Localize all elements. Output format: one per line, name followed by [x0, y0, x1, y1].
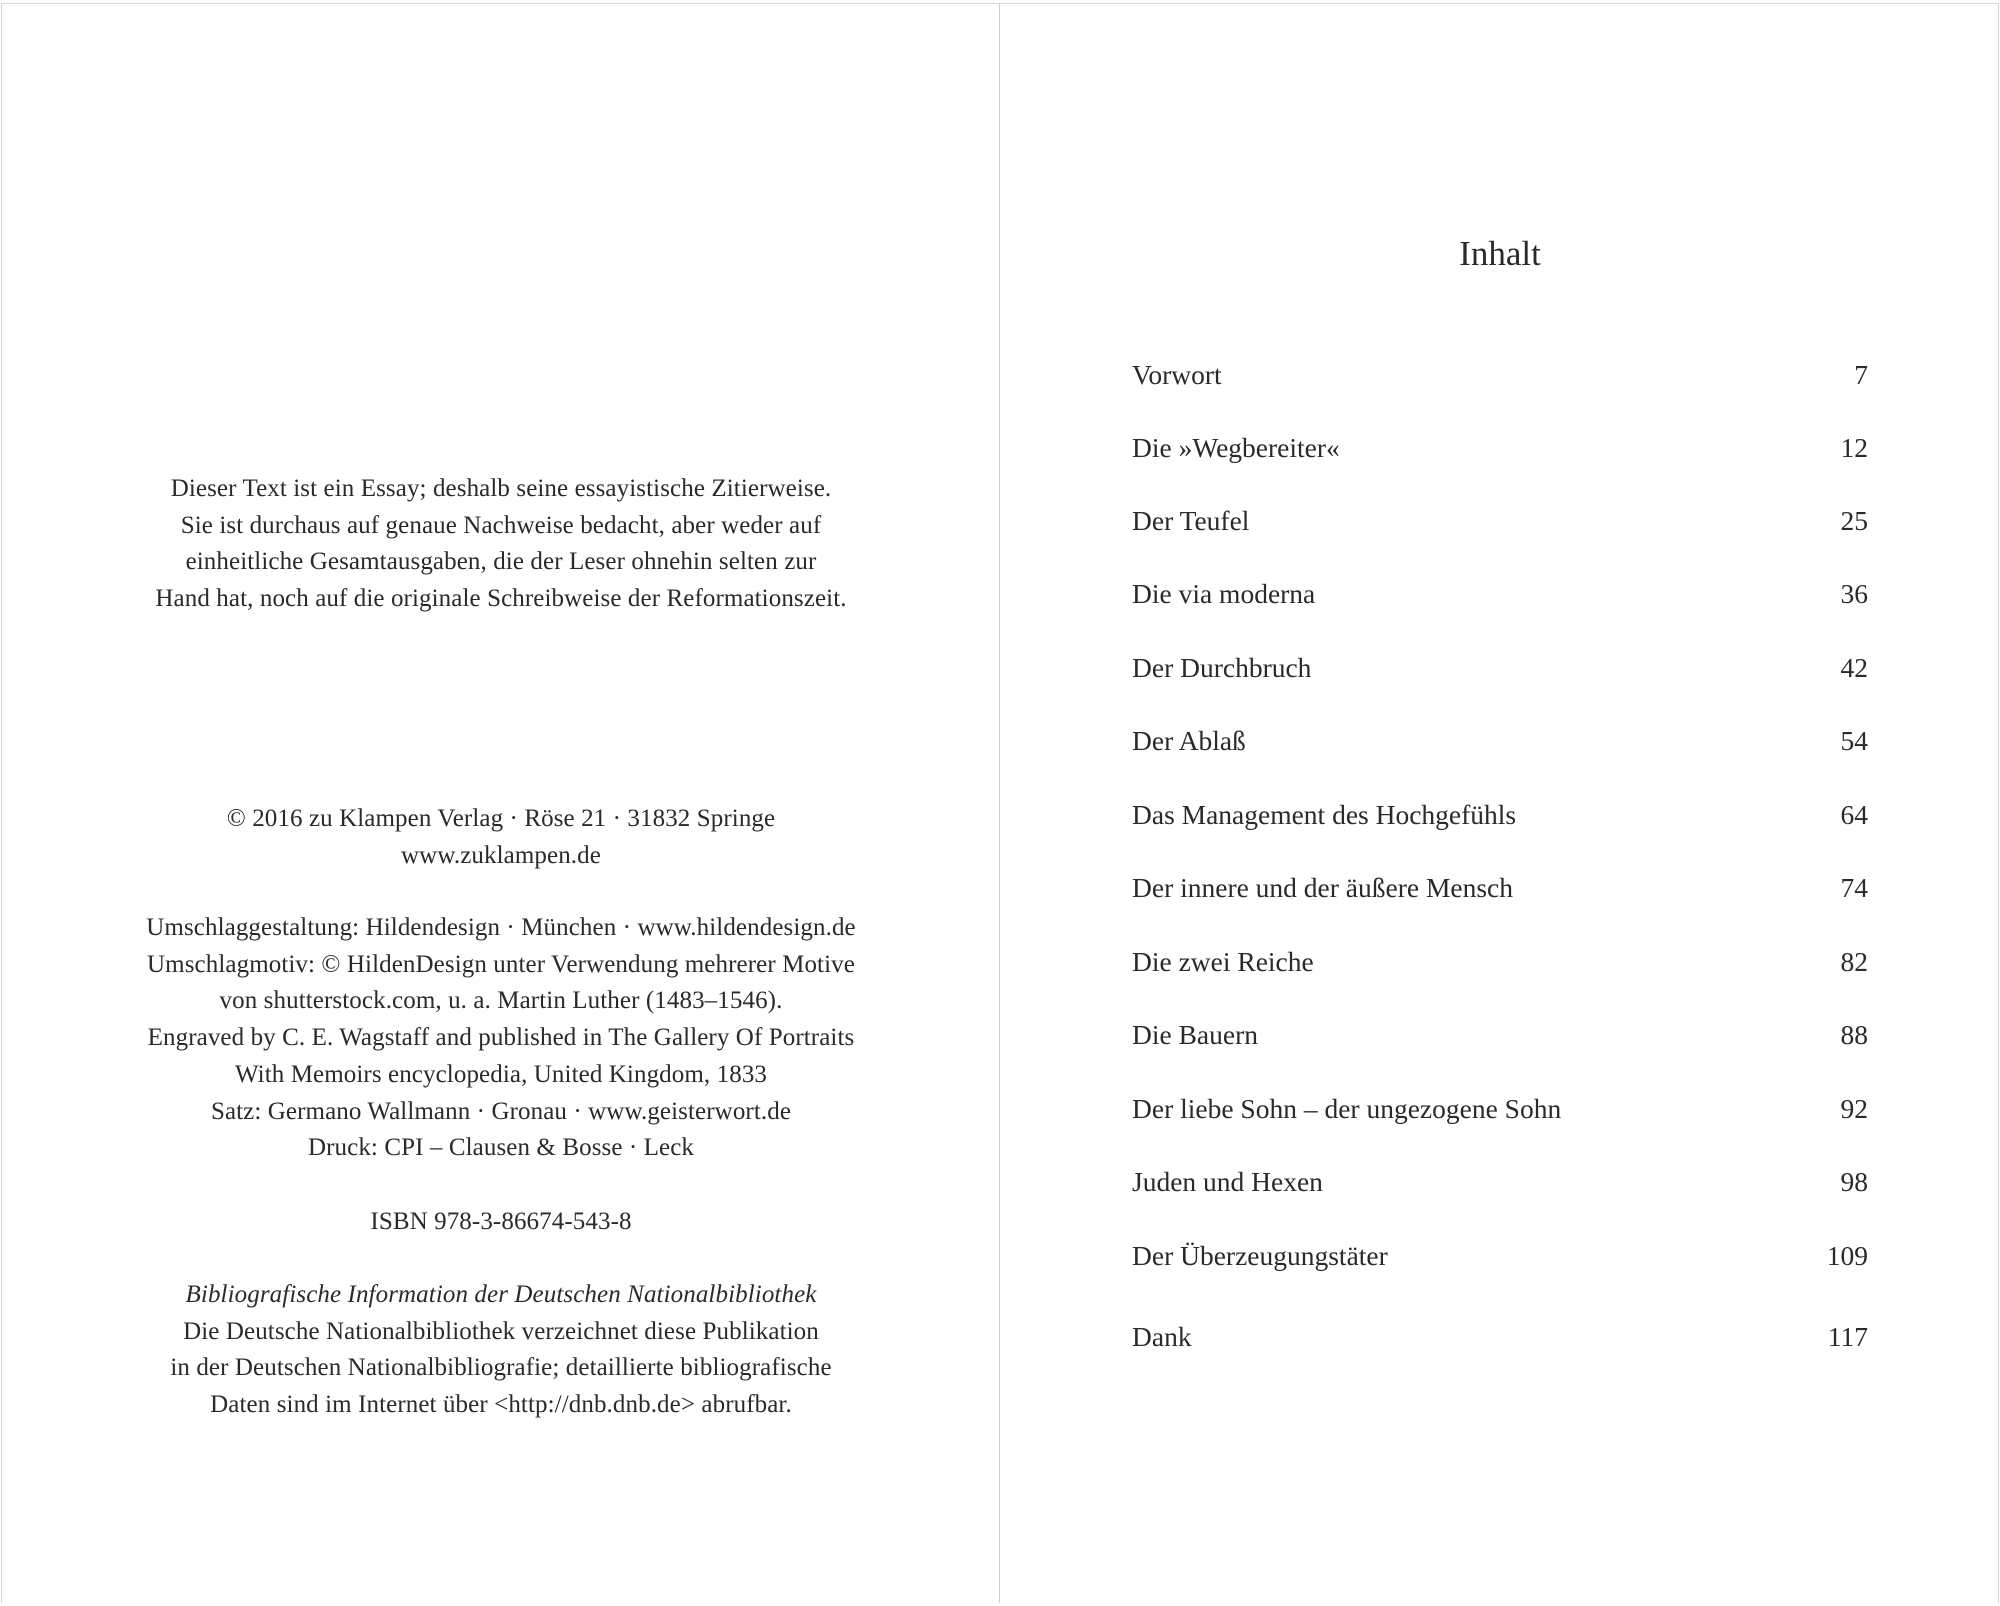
toc-entry: [1132, 501, 1868, 541]
toc-entry-title: Juden und Hexen: [1132, 1166, 1323, 1197]
toc-entry-title: Vorwort: [1132, 359, 1222, 390]
toc-entry-title: Der Ablaß: [1132, 725, 1246, 756]
credit-line: Engraved by C. E. Wagstaff and published in The Gallery Of Portraits: [147, 1024, 855, 1052]
toc-entry: [1132, 355, 1868, 395]
toc-entry-page: 74: [1840, 872, 1868, 903]
isbn: [2, 1204, 1000, 1241]
copyright-line: © 2016 zu Klampen Verlag · Röse 21 · 31832 Springe: [226, 805, 776, 832]
essay-note: [2, 471, 1000, 618]
toc-entry-title: Die zwei Reiche: [1132, 946, 1314, 977]
production-credits: [2, 910, 1000, 1167]
credit-line: Druck: CPI – Clausen & Bosse · Leck: [307, 1134, 695, 1162]
toc-entry-page: 12: [1840, 432, 1868, 463]
toc-entry-title: Der liebe Sohn – der ungezogene Sohn: [1132, 1093, 1562, 1124]
toc-entry: [1132, 648, 1868, 688]
toc-entry: [1132, 1317, 1868, 1357]
right-page: [999, 3, 1999, 1603]
toc-entry-title: Das Management des Hochgefühls: [1132, 799, 1517, 830]
toc-entry-title: Dank: [1132, 1321, 1192, 1352]
bibliographic-line: Daten sind im Internet über <http://dnb.dnb.de> abrufbar.: [210, 1391, 792, 1419]
toc-entry-page: 82: [1840, 946, 1868, 977]
toc-entry-title: Der innere und der äußere Mensch: [1132, 872, 1514, 903]
credit-line: Umschlagmotiv: © HildenDesign unter Verwendung mehrerer Motive: [147, 950, 855, 978]
toc-entry-page: 88: [1840, 1019, 1868, 1050]
toc-entry-title: Die via moderna: [1132, 578, 1316, 609]
note-line: Hand hat, noch auf die originale Schreibweise der Reformationszeit.: [155, 585, 847, 613]
toc-entry-title: Der Überzeugungstäter: [1132, 1240, 1388, 1271]
credit-line: Satz: Germano Wallmann · Gronau · www.geisterwort.de: [210, 1097, 792, 1125]
toc-entry: [1132, 1015, 1868, 1055]
toc-heading: Inhalt: [1459, 234, 1541, 273]
toc-entry: [1132, 1162, 1868, 1202]
toc-entry-title: Die »Wegbereiter«: [1132, 432, 1340, 463]
publisher-website: www.zuklampen.de: [401, 841, 601, 869]
bibliographic-line: in der Deutschen Nationalbibliografie; detaillierte bibliografische: [170, 1354, 832, 1382]
toc-entry-page: 117: [1827, 1321, 1868, 1352]
toc-entry-page: 54: [1840, 725, 1868, 756]
toc-entry: [1132, 574, 1868, 614]
toc-entry: [1132, 1236, 1868, 1276]
note-line: Sie ist durchaus auf genaue Nachweise bedacht, aber weder auf: [180, 511, 822, 539]
toc-entry: [1132, 428, 1868, 468]
bibliographic-heading: Bibliografische Information der Deutschen Nationalbibliothek: [185, 1281, 817, 1308]
credit-line: With Memoirs encyclopedia, United Kingdom, 1833: [234, 1060, 768, 1088]
bibliographic-line: Die Deutsche Nationalbibliothek verzeichnet diese Publikation: [183, 1317, 819, 1345]
credit-line: von shutterstock.com, u. a. Martin Luther (1483–1546).: [219, 987, 783, 1015]
toc-entry-title: Der Teufel: [1132, 505, 1250, 536]
credit-line: Umschlaggestaltung: Hildendesign · München · www.hildendesign.de: [146, 914, 856, 941]
toc-entry-page: 7: [1854, 359, 1868, 390]
toc-entry: [1132, 795, 1868, 835]
toc-entry-title: Der Durchbruch: [1132, 652, 1312, 683]
toc-entry-page: 42: [1840, 652, 1868, 683]
note-line: einheitliche Gesamtausgaben, die der Leser ohnehin selten zur: [185, 548, 817, 576]
note-line: Dieser Text ist ein Essay; deshalb seine essayistische Zitierweise.: [170, 475, 832, 502]
toc-entry: [1132, 868, 1868, 908]
table-of-contents: [1000, 4, 2000, 1604]
toc-entry-page: 25: [1840, 505, 1868, 536]
toc-entry-page: 109: [1826, 1240, 1868, 1271]
toc-entry: [1132, 721, 1868, 761]
left-page: [1, 3, 999, 1603]
toc-entry-page: 92: [1840, 1093, 1868, 1124]
toc-entry-page: 36: [1840, 578, 1868, 609]
isbn-line: ISBN 978-3-86674-543-8: [370, 1208, 632, 1235]
toc-entry-title: Die Bauern: [1132, 1019, 1258, 1050]
toc-entry-page: 64: [1840, 799, 1868, 830]
toc-entry: [1132, 942, 1868, 982]
publisher-info: [2, 801, 1000, 874]
toc-entry: [1132, 1089, 1868, 1129]
bibliographic-information: [2, 1277, 1000, 1424]
toc-entry-page: 98: [1840, 1166, 1868, 1197]
